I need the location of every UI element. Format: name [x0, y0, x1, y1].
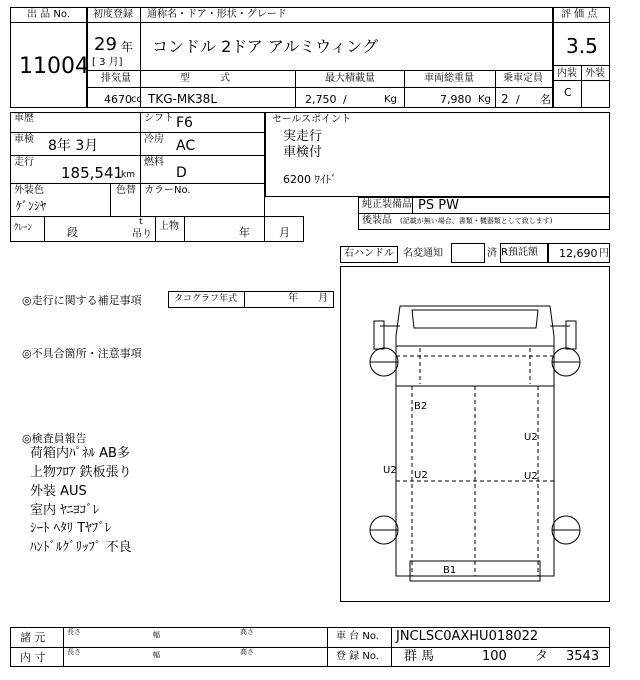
grade-label: 評 価 点	[561, 9, 598, 20]
registration-year: 29	[94, 34, 117, 55]
fuel-value: D	[176, 165, 187, 181]
windshield	[412, 310, 538, 328]
max-load-value: 2,750	[305, 93, 337, 106]
registration-month: [ 3 月]	[92, 57, 123, 68]
report-line: ｼｰﾄ ﾍﾀﾘ Tﾔﾌﾞﾚ	[30, 521, 112, 536]
color-code-label: カラーNo.	[144, 185, 191, 196]
history-label: 車歴	[14, 113, 34, 124]
spec-length-label: 長さ	[67, 628, 81, 636]
name-change-notice: 名変通知	[403, 248, 443, 259]
capacity-value: 2	[501, 92, 509, 106]
chassis-label: 車 台 No.	[336, 631, 379, 642]
tachograph-label: タコグラフ年式	[174, 294, 238, 304]
gross-weight-label: 車両総重量	[424, 73, 474, 84]
model-code-label: 型 式	[180, 73, 230, 84]
color-value: ｹﾞﾝｼﾔ	[16, 199, 47, 213]
standard-equipment-label: 純正装備品	[362, 199, 412, 210]
displacement-unit: cc	[131, 94, 142, 105]
registration-label: 初度登録	[93, 9, 133, 20]
registration-kana: タ	[535, 649, 549, 664]
model-name-label: 通称名・ドア・形状・グレード	[147, 9, 287, 20]
model-name: コンドル 2ドア アルミウィング	[152, 37, 378, 56]
capacity-label: 乗車定員	[503, 73, 543, 84]
report-line: 外装 AUS	[30, 484, 87, 499]
ac-label: 冷房	[144, 134, 164, 145]
recycle-label: R預託額	[501, 247, 538, 258]
crane-label: ｸﾚｰﾝ	[14, 223, 33, 233]
tachograph-month: 月	[318, 293, 328, 304]
crane-stage: 段	[67, 226, 78, 239]
inspection-label: 車検	[14, 134, 34, 145]
shift-value: F6	[176, 115, 193, 131]
name-change-box	[451, 243, 485, 263]
color-label: 外装色	[14, 185, 44, 196]
right-handle: 右ハンドル	[344, 248, 394, 259]
lift-year: 年	[239, 226, 250, 239]
inspector-report-label: ◎検査員報告	[22, 432, 87, 445]
sales-point-2: 車検付	[283, 145, 323, 160]
aftermarket-note: (記載が無い場合、書類・機器類として致します)	[400, 217, 553, 225]
mileage-unit: km	[121, 170, 135, 180]
interior-grade: C	[564, 86, 572, 99]
damage-mark: U2	[524, 471, 538, 482]
sales-point-title: セールスポイント	[272, 114, 352, 125]
exterior-grade-label: 外装	[585, 68, 605, 79]
tachograph-year: 年	[288, 293, 298, 304]
crane-ton: t	[139, 217, 143, 227]
shift-label: シフト	[144, 113, 174, 124]
model-code: TKG-MK38L	[148, 92, 218, 106]
registration-area: 群 馬	[404, 649, 435, 664]
damage-mark: U2	[524, 432, 538, 443]
mirror-left	[374, 321, 384, 349]
gross-weight-value: 7,980	[440, 93, 472, 106]
lot-label: 出 品 No.	[27, 9, 70, 20]
registration-class: 100	[482, 649, 507, 664]
damage-mark: B1	[443, 565, 457, 576]
sales-point-1: 実走行	[283, 129, 323, 144]
report-line: 上物ﾌﾛｱ 鉄板張り	[30, 465, 132, 480]
spec-height-label: 高さ	[240, 628, 254, 636]
ac-value: AC	[176, 138, 196, 154]
damage-mark: B2	[414, 401, 428, 412]
grade-value: 3.5	[566, 34, 598, 58]
inspection-value: 8年 3月	[48, 138, 99, 154]
max-load-unit: Kg	[384, 94, 397, 105]
driving-remarks-label: ◎走行に関する補足事項	[22, 294, 142, 307]
max-load-label: 最大積載量	[325, 73, 375, 84]
damage-mark: U2	[414, 470, 428, 481]
report-line: 荷箱内ﾊﾟﾈﾙ AB多	[30, 446, 130, 461]
report-line: 室内 ﾔﾆﾖｺﾞﾚ	[30, 503, 100, 518]
report-line: ﾊﾝﾄﾞﾙｸﾞﾘｯﾌﾟ 不良	[30, 540, 132, 555]
lift-label: 上物	[159, 221, 179, 232]
sales-point-3: 6200 ﾜｲﾄﾞ	[283, 173, 337, 186]
capacity-separator: /	[516, 93, 520, 106]
fuel-label: 燃料	[144, 157, 164, 168]
crane-lift: 吊り	[132, 229, 152, 240]
inner-width-label: 幅	[153, 651, 160, 659]
gross-weight-unit: Kg	[478, 94, 491, 105]
damage-mark: U2	[383, 465, 397, 476]
standard-equipment: PS PW	[418, 198, 459, 213]
recycle-amount: 12,690	[559, 247, 598, 260]
color-change-label: 色替	[116, 185, 136, 196]
displacement-value: 4670	[104, 93, 132, 106]
lot-number: 11004	[19, 54, 89, 79]
capacity-unit: 名	[540, 93, 551, 106]
aftermarket-label: 後装品	[362, 215, 392, 226]
inner-height-label: 高さ	[240, 648, 254, 656]
recycle-unit: 円	[599, 248, 609, 259]
truck-diagram	[340, 266, 610, 602]
registration-number-label: 登 録 No.	[336, 651, 379, 662]
spec-width-label: 幅	[153, 631, 160, 639]
defect-label: ◎不具合箇所・注意事項	[22, 347, 142, 360]
max-load-separator: /	[343, 93, 347, 106]
interior-grade-label: 内装	[557, 68, 577, 79]
registration-year-unit: 年	[121, 40, 134, 54]
mirror-right	[566, 321, 576, 349]
mileage-label: 走行	[14, 157, 34, 168]
displacement-label: 排気量	[101, 73, 131, 84]
inner-length-label: 長さ	[67, 648, 81, 656]
recycle-prefix: 済	[487, 248, 497, 259]
registration-digits: 3543	[566, 649, 600, 664]
spec-row-label: 諸 元	[20, 631, 46, 644]
mileage-value: 185,541	[61, 164, 124, 182]
inner-size-row-label: 内 寸	[20, 651, 46, 664]
chassis-number: JNCLSC0AXHU018022	[396, 629, 539, 644]
lift-month: 月	[279, 226, 290, 239]
